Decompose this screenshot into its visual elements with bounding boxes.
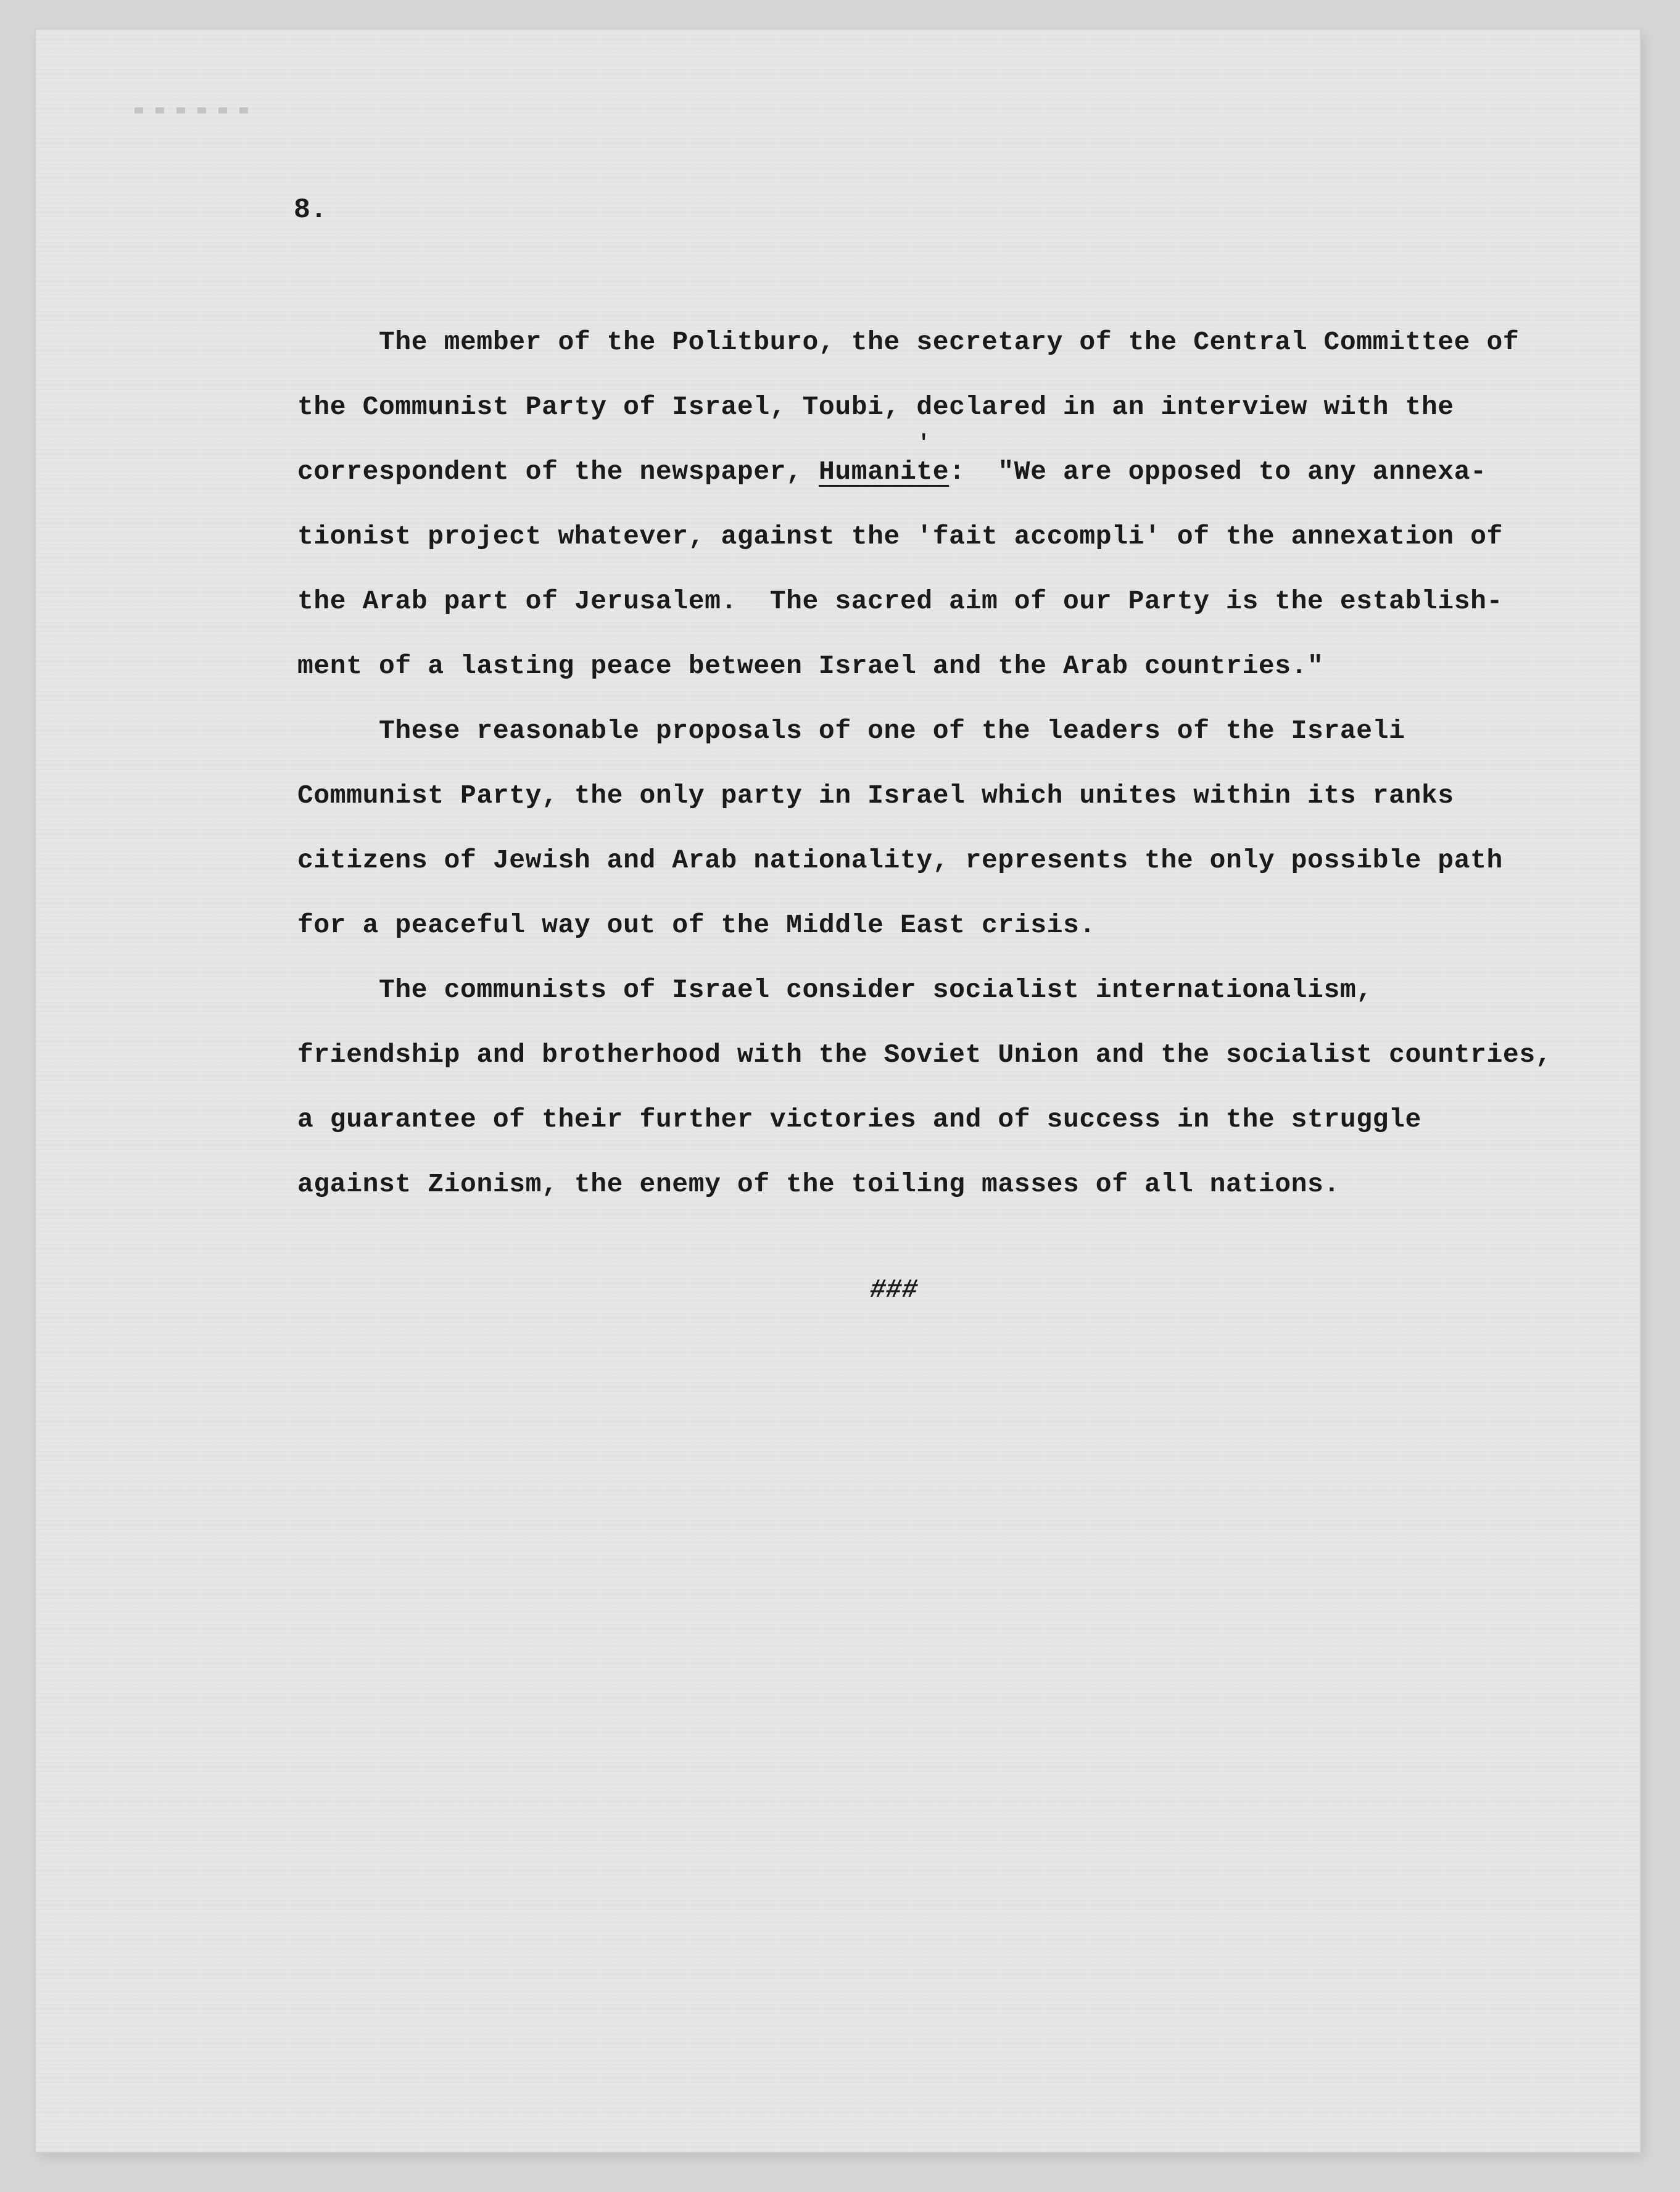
- text-segment: correspondent of the newspaper,: [297, 457, 819, 487]
- text-line: Communist Party, the only party in Israel which unites within its ranks: [297, 780, 1454, 811]
- text-line-with-newspaper-name: [297, 432, 1531, 518]
- text-line: citizens of Jewish and Arab nationality, represents the only possible path: [297, 845, 1503, 875]
- text-line: tionist project whatever, against the 'fait accompli' of the annexation of: [297, 521, 1503, 552]
- body-text: [297, 323, 1552, 1230]
- text-line: The member of the Politburo, the secretary of the Central Committee of: [379, 327, 1520, 357]
- text-segment: : "We are opposed to any annexa-: [949, 457, 1487, 487]
- text-line: The communists of Israel consider socialist internationalism,: [379, 975, 1373, 1005]
- text-line: the Arab part of Jerusalem. The sacred aim of our Party is the establish-: [297, 586, 1503, 616]
- text-line: the Communist Party of Israel, Toubi, declared in an interview with the: [297, 392, 1454, 422]
- accent-mark: ': [917, 432, 931, 455]
- text-line: friendship and brotherhood with the Soviet Union and the socialist countries,: [297, 1040, 1552, 1070]
- newspaper-name: Humanite: [818, 457, 950, 487]
- text-line: a guarantee of their further victories and of success in the struggle: [297, 1104, 1421, 1135]
- end-mark: ###: [870, 1275, 918, 1305]
- text-line: against Zionism, the enemy of the toiling masses of all nations.: [297, 1169, 1340, 1199]
- document-page: [36, 30, 1640, 2152]
- text-line: for a peaceful way out of the Middle East crisis.: [297, 910, 1096, 940]
- page-number: 8.: [294, 194, 328, 226]
- edge-marks: [134, 107, 252, 114]
- text-line: ment of a lasting peace between Israel and the Arab countries.": [297, 651, 1324, 681]
- text-line: These reasonable proposals of one of the leaders of the Israeli: [379, 716, 1405, 746]
